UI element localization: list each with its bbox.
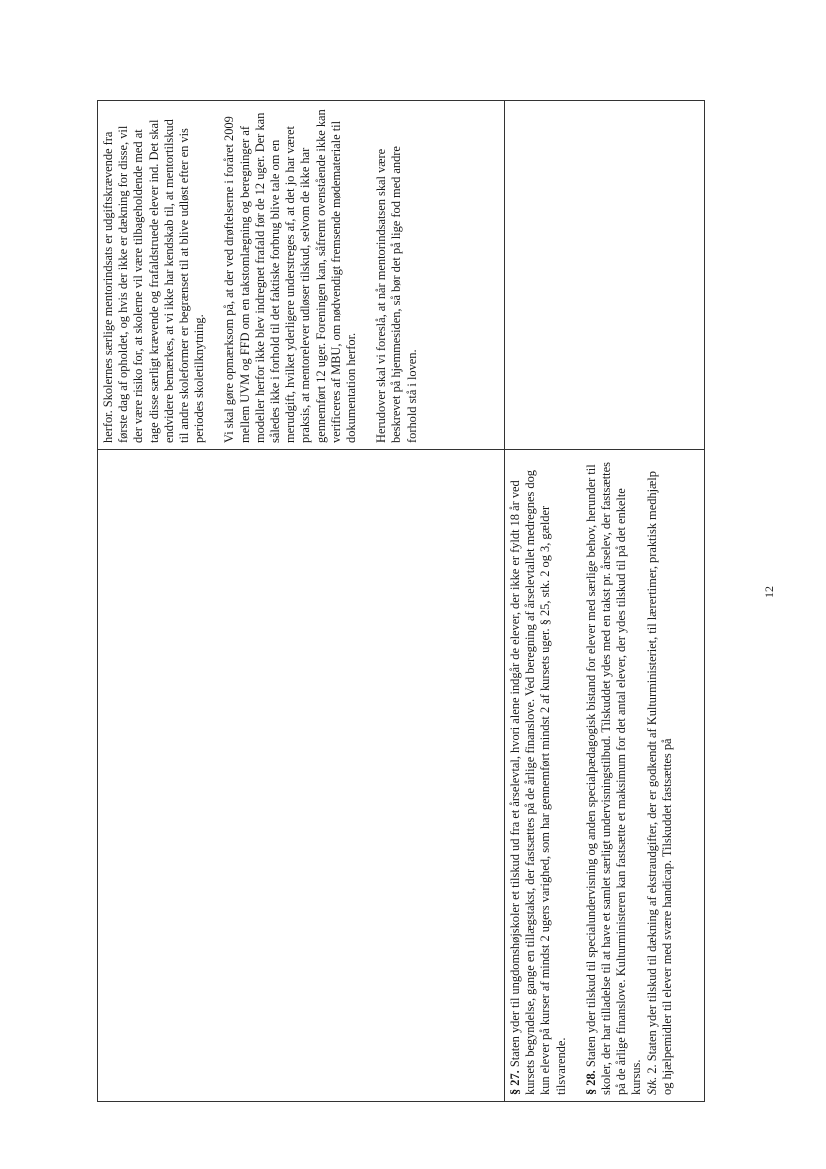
stk-2-text: 2. Staten yder tilskud til dækning af ekstraudgifter, der er godkendt af Kulturministeriet, til lærertimer, praktisk medhjælp og hjælpemidler til elever med svære handicap. Tilskuddet fastsættes på [644, 471, 674, 1095]
rotated-table [97, 100, 705, 1102]
section-28-stk-2 [645, 456, 675, 1095]
table-cell-law-text-bottom [504, 449, 705, 1102]
section-28-mark: § 28. [583, 1070, 598, 1095]
section-28-text: Staten yder tilskud til specialundervisning og anden specialpædagogisk bistand for elever med særlige behov, herunder til skoler, der har tilladelse til at have et samlet særligt undervisningstilbud. Tilskuddet ydes med en takst pr. årselev, der fastsættes på de årlige finanslove. Kulturministeren kan fastsætte et maksimum for det antal elever, der ydes tilskud til på det enkelte kursus. [583, 462, 644, 1095]
comment-paragraph-3: Herudover skal vi foreslå, at når mentorindsatsen skal være beskrevet på hjemmesiden, så bør det på lige fod med andre forhold stå i loven. [374, 146, 419, 443]
table-cell-comment-top [97, 100, 505, 450]
comment-paragraph-1: herfor. Skolernes særlige mentorindsats er udgiftskrævende fra første dag af opholdet, og hvis der ikke er dækning for disse, vil der være risiko for, at skolerne vil være tilbageholdende med at tage disse særligt krævende og frafaldstruede elever ind. Det skal endvidere bemærkes, at vi ikke har kendskab til, at mentortilskud til andre skoleformer er begrænset til at blive udløst efter en vis periodes skoletilknytning. [101, 119, 207, 443]
comment-paragraph-2: Vi skal gøre opmærksom på, at der ved drøftelserne i foråret 2009 mellem UVM og FFD om en takstomlægning og beregninger af modeller herfor ikke blev indregnet frafald før de 12 uger. Der kan således ikke i forhold til det faktiske forbrug blive tale om en merudgift, hvilket yderligere understreges af, at det jo har været praksis, at mentorelever udløser tilskud, selvom de ikke har gennemført 12 uger. Foreningen kan, såfremt ovenstående ikke kan verificeres af MBU, om nødvendigt fremsende mødemateriale til dokumentation herfor. [222, 109, 359, 443]
table-cell-law-text-top [97, 449, 505, 1102]
section-27-mark: § 27. [508, 1070, 522, 1095]
page-number: 12 [762, 586, 776, 598]
section-27 [508, 456, 569, 1095]
stk-label: Stk. [644, 1076, 659, 1095]
section-28 [584, 456, 645, 1095]
section-27-text: Staten yder til ungdomshøjskoler et tilskud ud fra et årselevtal, hvori alene indgår de elever, der ikke er fyldt 18 år ved kursets begyndelse, gange en tillægstakst, der fastsættes på de årlige finanslove. Ved beregning af årselevtallet medregnes dog kun elever på kurser af mindst 2 ugers varighed, som har gennemført mindst 2 af kursets uger. § 25, stk. 2 og 3, gælder tilsvarende. [508, 470, 568, 1095]
table-cell-comment-bottom [504, 100, 705, 450]
